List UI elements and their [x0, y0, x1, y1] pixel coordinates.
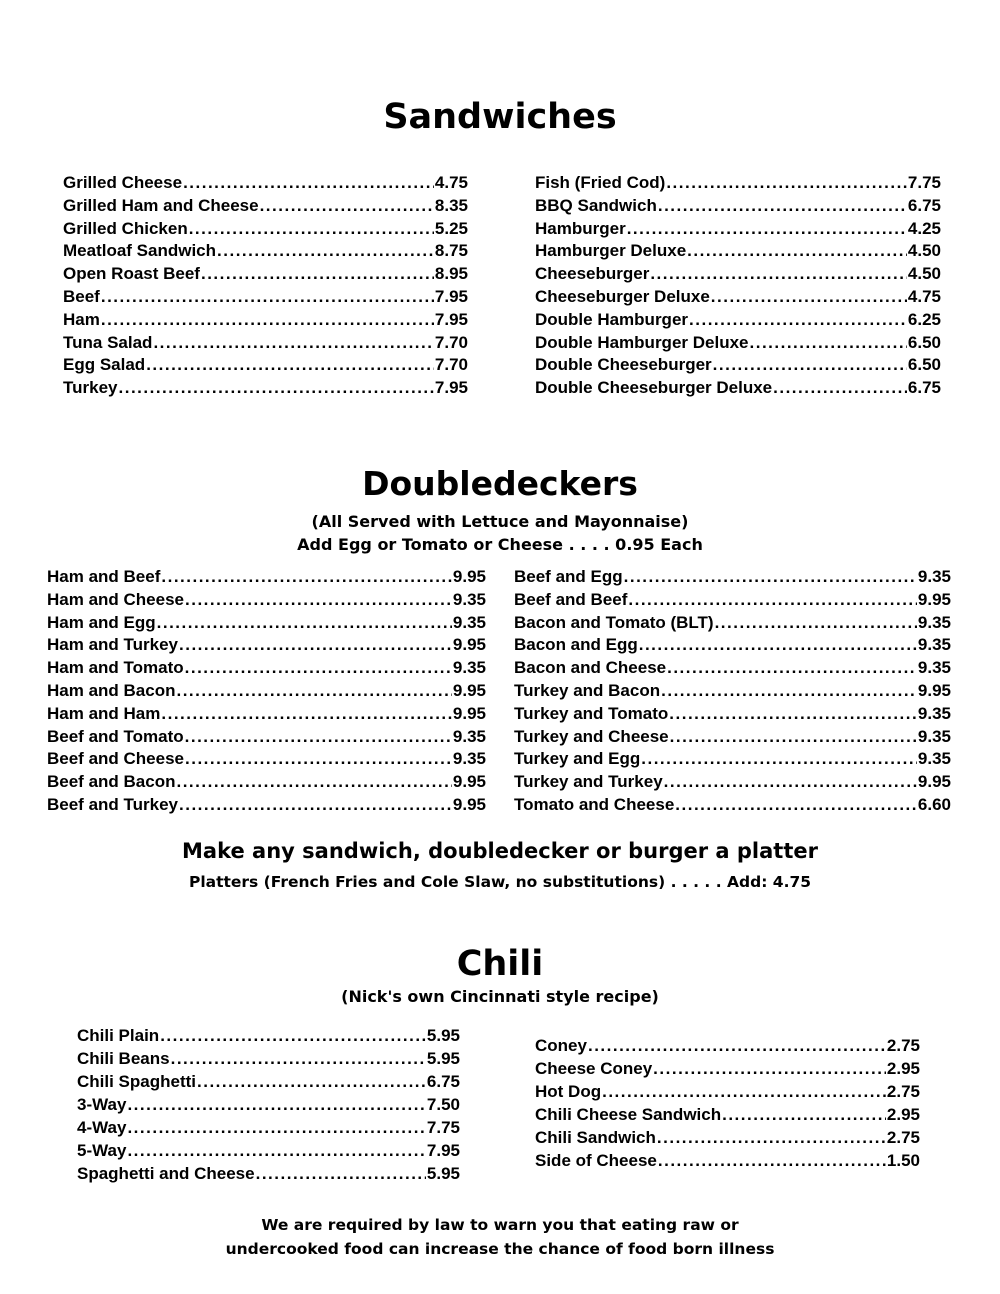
dot-leader [653, 1057, 886, 1080]
dot-leader [161, 703, 452, 726]
menu-item-row [535, 377, 941, 400]
menu-item-row [514, 771, 951, 794]
menu-item-row [514, 566, 951, 589]
menu-item-name: Chili Sandwich [535, 1127, 656, 1147]
dot-leader [185, 657, 452, 680]
dot-leader [179, 794, 452, 817]
menu-item-price: 4.50 [907, 264, 941, 284]
dot-leader [171, 1047, 426, 1070]
menu-item-row [47, 566, 486, 589]
menu-item-price: 9.95 [452, 703, 486, 723]
dot-leader [153, 332, 433, 355]
dot-leader [189, 218, 434, 241]
menu-item-price: 8.95 [434, 264, 468, 284]
dot-leader [641, 748, 917, 771]
platter-promo-line: Make any sandwich, doubledecker or burger a platter [182, 838, 818, 863]
menu-item-price: 1.50 [886, 1150, 920, 1170]
dot-leader [666, 172, 907, 195]
menu-item-name: Bacon and Tomato (BLT) [514, 612, 714, 632]
dot-leader [127, 1116, 425, 1139]
menu-item-name: Double Cheeseburger [535, 355, 712, 375]
menu-item-price: 9.35 [917, 703, 951, 723]
menu-item-row [535, 332, 941, 355]
dot-leader [119, 377, 434, 400]
menu-item-price: 7.95 [434, 309, 468, 329]
menu-item-price: 2.75 [886, 1081, 920, 1101]
menu-item-price: 9.95 [452, 772, 486, 792]
chili-columns [77, 1024, 920, 1185]
menu-item-row [535, 218, 941, 241]
menu-item-row [47, 771, 486, 794]
menu-item-name: Ham and Tomato [47, 658, 184, 678]
menu-item-name: Tuna Salad [63, 332, 153, 352]
dot-leader [658, 195, 907, 218]
menu-item-row [514, 680, 951, 703]
dot-leader [183, 172, 434, 195]
legal-warning-line2: undercooked food can increase the chance of food born illness [225, 1239, 775, 1258]
menu-item-price: 2.75 [886, 1035, 920, 1055]
menu-item-row [77, 1162, 460, 1185]
menu-item-row [77, 1139, 460, 1162]
menu-item-row [514, 794, 951, 817]
menu-item-row [514, 634, 951, 657]
menu-item-price: 4.75 [434, 173, 468, 192]
menu-item-row [77, 1047, 460, 1070]
dot-leader [624, 566, 917, 589]
menu-item-name: BBQ Sandwich [535, 195, 657, 215]
menu-item-row [63, 172, 468, 195]
dot-leader [711, 286, 907, 309]
menu-item-name: Turkey and Egg [514, 749, 641, 769]
menu-item-price: 8.35 [434, 195, 468, 215]
sandwiches-right-column [535, 172, 941, 400]
menu-item-price: 7.95 [434, 378, 468, 398]
menu-item-row [535, 1103, 920, 1126]
dot-leader [217, 240, 434, 263]
sandwiches-left-column [63, 172, 468, 400]
sandwiches-columns [63, 172, 941, 400]
menu-item-row [63, 240, 468, 263]
menu-item-name: Hot Dog [535, 1081, 602, 1101]
menu-item-row [514, 726, 951, 749]
menu-item-row [535, 240, 941, 263]
dot-leader [201, 263, 434, 286]
dot-leader [687, 240, 907, 263]
menu-item-price: 7.75 [907, 173, 941, 192]
menu-item-row [535, 1057, 920, 1080]
menu-item-name: Hamburger [535, 218, 626, 238]
doubledeckers-section-title: Doubledeckers [362, 463, 638, 503]
menu-item-price: 7.70 [434, 355, 468, 375]
menu-item-name: Beef [63, 286, 100, 306]
menu-item-row [47, 726, 486, 749]
menu-item-name: 3-Way [77, 1094, 127, 1114]
dot-leader [650, 263, 907, 286]
menu-item-row [63, 286, 468, 309]
menu-item-price: 9.35 [452, 612, 486, 632]
menu-item-price: 9.95 [452, 635, 486, 655]
menu-item-price: 6.50 [907, 332, 941, 352]
menu-item-name: Ham and Egg [47, 612, 156, 632]
menu-item-price: 5.95 [426, 1025, 460, 1045]
menu-item-price: 6.75 [907, 378, 941, 398]
menu-item-price: 2.95 [886, 1104, 920, 1124]
menu-item-row [47, 657, 486, 680]
menu-item-row [63, 377, 468, 400]
menu-item-name: Beef and Cheese [47, 749, 184, 769]
menu-item-price: 9.35 [917, 658, 951, 678]
dot-leader [160, 1024, 426, 1047]
menu-item-row [535, 195, 941, 218]
menu-item-price: 9.95 [452, 794, 486, 814]
dot-leader [670, 726, 917, 749]
menu-item-price: 6.75 [907, 195, 941, 215]
chili-right-column [535, 1034, 920, 1185]
menu-item-name: 4-Way [77, 1117, 127, 1137]
menu-item-name: Ham and Turkey [47, 635, 179, 655]
menu-item-name: Double Cheeseburger Deluxe [535, 378, 773, 398]
menu-item-name: Chili Plain [77, 1025, 160, 1045]
menu-item-name: Side of Cheese [535, 1150, 657, 1170]
menu-item-name: Ham and Cheese [47, 589, 184, 609]
menu-item-name: Bacon and Egg [514, 635, 638, 655]
menu-item-price: 9.95 [917, 589, 951, 609]
menu-item-price: 2.95 [886, 1058, 920, 1078]
menu-item-row [47, 612, 486, 635]
menu-item-name: Turkey and Cheese [514, 726, 669, 746]
dot-leader [197, 1070, 426, 1093]
menu-item-name: Double Hamburger Deluxe [535, 332, 749, 352]
dot-leader [675, 794, 917, 817]
menu-item-name: Egg Salad [63, 355, 146, 375]
dot-leader [713, 354, 907, 377]
dot-leader [628, 589, 917, 612]
menu-item-row [535, 286, 941, 309]
dot-leader [185, 726, 452, 749]
menu-item-row [77, 1024, 460, 1047]
menu-item-row [535, 263, 941, 286]
menu-item-price: 7.95 [426, 1140, 460, 1160]
menu-item-name: Beef and Bacon [47, 772, 176, 792]
menu-item-name: Fish (Fried Cod) [535, 173, 666, 192]
doubledeckers-subtitle-served: (All Served with Lettuce and Mayonnaise) [311, 511, 689, 531]
menu-item-name: Meatloaf Sandwich [63, 241, 217, 261]
doubledeckers-right-column [514, 566, 951, 817]
chili-section-title: Chili [456, 943, 544, 984]
menu-item-row [77, 1116, 460, 1139]
dot-leader [185, 589, 452, 612]
menu-item-price: 9.35 [452, 749, 486, 769]
menu-item-name: 5-Way [77, 1140, 127, 1160]
menu-item-row [63, 354, 468, 377]
doubledeckers-left-column [47, 566, 486, 817]
menu-item-name: Grilled Chicken [63, 218, 188, 238]
menu-item-row [514, 589, 951, 612]
menu-item-row [514, 748, 951, 771]
dot-leader [661, 680, 917, 703]
menu-item-price: 9.95 [452, 566, 486, 586]
menu-item-price: 7.70 [434, 332, 468, 352]
chili-left-column [77, 1024, 460, 1185]
menu-item-price: 7.75 [426, 1117, 460, 1137]
menu-item-row [535, 354, 941, 377]
menu-item-name: Open Roast Beef [63, 264, 200, 284]
menu-item-name: Beef and Tomato [47, 726, 184, 746]
menu-item-row [514, 703, 951, 726]
menu-item-row [63, 332, 468, 355]
dot-leader [657, 1126, 886, 1149]
dot-leader [602, 1080, 886, 1103]
dot-leader [161, 566, 452, 589]
menu-item-price: 2.75 [886, 1127, 920, 1147]
menu-item-price: 4.75 [907, 286, 941, 306]
dot-leader [101, 309, 434, 332]
menu-item-name: Ham [63, 309, 100, 329]
menu-item-row [535, 1149, 920, 1172]
menu-item-row [47, 680, 486, 703]
menu-item-name: Ham and Bacon [47, 680, 176, 700]
menu-item-price: 5.95 [426, 1048, 460, 1068]
menu-item-name: Chili Beans [77, 1048, 170, 1068]
menu-item-name: Beef and Beef [514, 589, 628, 609]
menu-item-name: Turkey [63, 378, 118, 398]
menu-item-price: 9.35 [452, 589, 486, 609]
menu-item-name: Beef and Turkey [47, 794, 179, 814]
doubledeckers-subtitle-addons: Add Egg or Tomato or Cheese . . . . 0.95 Each [297, 534, 703, 554]
platter-details-line: Platters (French Fries and Cole Slaw, no substitutions) . . . . . Add: 4.75 [188, 872, 812, 891]
menu-item-row [63, 218, 468, 241]
menu-item-price: 6.75 [426, 1071, 460, 1091]
legal-warning-line1: We are required by law to warn you that eating raw or [261, 1215, 739, 1234]
dot-leader [127, 1139, 425, 1162]
menu-item-name: Coney [535, 1035, 587, 1055]
menu-item-row [535, 1126, 920, 1149]
menu-item-row [47, 634, 486, 657]
menu-item-row [535, 1080, 920, 1103]
dot-leader [185, 748, 452, 771]
menu-item-price: 6.50 [907, 355, 941, 375]
menu-item-price: 9.35 [452, 726, 486, 746]
menu-item-name: Bacon and Cheese [514, 658, 667, 678]
dot-leader [715, 612, 917, 635]
menu-item-name: Double Hamburger [535, 309, 689, 329]
menu-item-price: 9.35 [917, 726, 951, 746]
menu-item-price: 9.95 [917, 772, 951, 792]
legal-warning [0, 1213, 1000, 1261]
menu-item-row [514, 657, 951, 680]
dot-leader [157, 612, 452, 635]
menu-item-row [47, 748, 486, 771]
menu-item-row [535, 1034, 920, 1057]
menu-item-row [77, 1070, 460, 1093]
menu-item-price: 9.35 [917, 566, 951, 586]
menu-item-price: 8.75 [434, 241, 468, 261]
menu-item-name: Cheese Coney [535, 1058, 653, 1078]
menu-item-row [77, 1093, 460, 1116]
menu-item-name: Ham and Beef [47, 566, 161, 586]
dot-leader [689, 309, 907, 332]
dot-leader [669, 703, 917, 726]
menu-item-name: Beef and Egg [514, 566, 623, 586]
menu-item-price: 5.95 [426, 1163, 460, 1183]
menu-item-name: Hamburger Deluxe [535, 241, 687, 261]
menu-item-name: Spaghetti and Cheese [77, 1163, 255, 1183]
dot-leader [750, 332, 907, 355]
menu-item-row [535, 172, 941, 195]
menu-item-price: 9.35 [917, 749, 951, 769]
menu-item-price: 9.95 [917, 680, 951, 700]
dot-leader [664, 771, 917, 794]
dot-leader [146, 354, 434, 377]
dot-leader [658, 1149, 886, 1172]
menu-item-name: Turkey and Bacon [514, 680, 661, 700]
dot-leader [101, 286, 434, 309]
dot-leader [256, 1162, 426, 1185]
menu-item-row [47, 794, 486, 817]
menu-item-name: Cheeseburger [535, 264, 650, 284]
menu-item-name: Turkey and Turkey [514, 772, 663, 792]
dot-leader [667, 657, 917, 680]
dot-leader [176, 680, 451, 703]
menu-item-price: 4.50 [907, 241, 941, 261]
menu-item-row [63, 195, 468, 218]
menu-item-name: Turkey and Tomato [514, 703, 669, 723]
dot-leader [127, 1093, 425, 1116]
dot-leader [176, 771, 451, 794]
menu-item-name: Grilled Ham and Cheese [63, 195, 259, 215]
menu-item-price: 9.95 [452, 680, 486, 700]
menu-item-row [47, 703, 486, 726]
menu-item-price: 9.35 [917, 612, 951, 632]
menu-item-name: Cheeseburger Deluxe [535, 286, 710, 306]
sandwiches-section-title: Sandwiches [383, 97, 617, 137]
menu-item-price: 9.35 [452, 658, 486, 678]
doubledeckers-columns [47, 566, 951, 817]
menu-item-price: 9.35 [917, 635, 951, 655]
dot-leader [179, 634, 452, 657]
menu-item-price: 6.25 [907, 309, 941, 329]
menu-item-name: Chili Cheese Sandwich [535, 1104, 722, 1124]
menu-item-name: Grilled Cheese [63, 173, 183, 192]
menu-item-price: 7.50 [426, 1094, 460, 1114]
menu-item-price: 5.25 [434, 218, 468, 238]
menu-item-price: 7.95 [434, 286, 468, 306]
menu-item-price: 4.25 [907, 218, 941, 238]
dot-leader [773, 377, 907, 400]
menu-item-row [514, 612, 951, 635]
menu-item-row [47, 589, 486, 612]
dot-leader [260, 195, 434, 218]
chili-subtitle: (Nick's own Cincinnati style recipe) [341, 986, 659, 1006]
menu-item-name: Tomato and Cheese [514, 794, 675, 814]
menu-item-name: Chili Spaghetti [77, 1071, 196, 1091]
dot-leader [588, 1034, 886, 1057]
menu-item-row [63, 309, 468, 332]
dot-leader [639, 634, 917, 657]
menu-item-price: 6.60 [917, 794, 951, 814]
menu-item-name: Ham and Ham [47, 703, 161, 723]
dot-leader [627, 218, 907, 241]
dot-leader [722, 1103, 886, 1126]
menu-item-row [63, 263, 468, 286]
menu-item-row [535, 309, 941, 332]
